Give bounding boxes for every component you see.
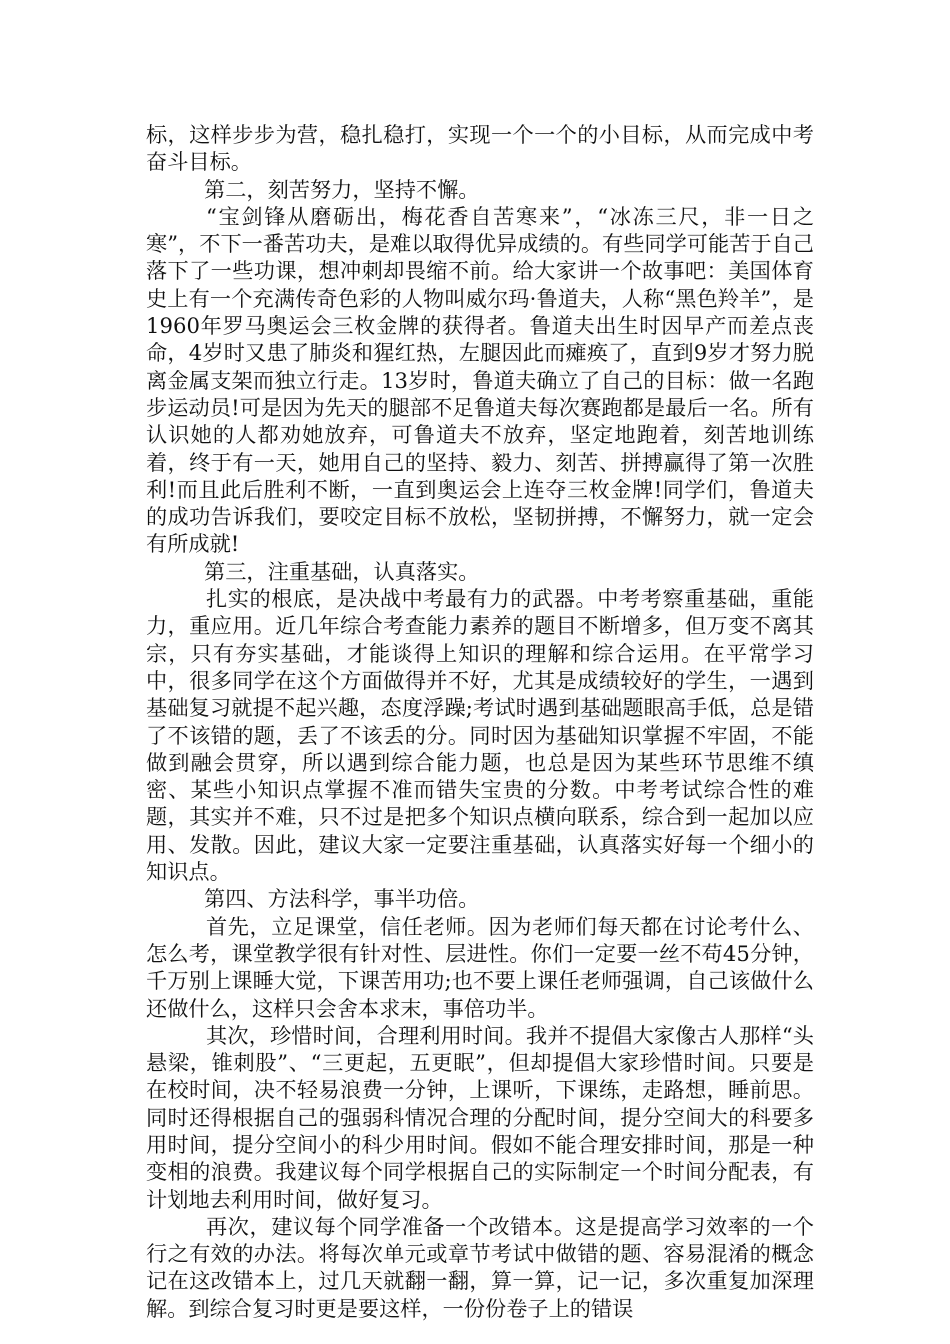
- paragraph-classroom: 首先，立足课堂，信任老师。因为老师们每天都在讨论考什么、怎么考，课堂教学很有针对性、层进性。你们一定要一丝不苟45分钟，千万别上课睡大觉，下课苦用功;也不要上课任老师强调，自己该做什么还做什么，这样只会舍本求末，事倍功半。: [146, 913, 814, 1021]
- section-heading-2: 第二，刻苦努力，坚持不懈。: [204, 176, 480, 202]
- section-heading-4: 第四、方法科学，事半功倍。: [204, 886, 480, 912]
- paragraph-rudolph-story: “宝剑锋从磨砺出，梅花香自苦寒来”，“冰冻三尺，非一日之寒”，不下一番苦功夫，是难以取得优异成绩的。有些同学可能苦于自己落下了一些功课，想冲刺却畏缩不前。给大家讲一个故事吧：美国体育史上有一个充满传奇色彩的人物叫威尔玛·鲁道夫，人称“黑色羚羊”，是1960年罗马奥运会三枚金牌的获得者。鲁道夫出生时因早产而差点丧命，4岁时又患了肺炎和猩红热，左腿因此而瘫痪了，直到9岁才努力脱离金属支架而独立行走。13岁时，鲁道夫确立了自己的目标：做一名跑步运动员!可是因为先天的腿部不足鲁道夫每次赛跑都是最后一名。所有认识她的人都劝她放弃，可鲁道夫不放弃，坚定地跑着，刻苦地训练着，终于有一天，她用自己的坚持、毅力、刻苦、拼搏赢得了第一次胜利!而且此后胜利不断，一直到奥运会上连夺三枚金牌!同学们，鲁道夫的成功告诉我们，要咬定目标不放松，坚韧拼搏，不懈努力，就一定会有所成就!: [146, 203, 814, 557]
- paragraph-continuation: 标，这样步步为营，稳扎稳打，实现一个一个的小目标，从而完成中考奋斗目标。: [146, 122, 814, 175]
- section-heading-3: 第三，注重基础，认真落实。: [204, 558, 480, 584]
- paragraph-foundation: 扎实的根底，是决战中考最有力的武器。中考考察重基础，重能力，重应用。近几年综合考查能力素养的题目不断增多，但万变不离其宗，只有夯实基础，才能谈得上知识的理解和综合运用。在平常学习中，很多同学在这个方面做得并不好，尤其是成绩较好的学生，一遇到基础复习就提不起兴趣，态度浮躁;考试时遇到基础题眼高手低，总是错了不该错的题，丢了不该丢的分。同时因为基础知识掌握不牢固，不能做到融会贯穿，所以遇到综合能力题，也总是因为某些环节思维不缜密、某些小知识点掌握不准而错失宝贵的分数。中考考试综合性的难题，其实并不难，只不过是把多个知识点横向联系，综合到一起加以应用、发散。因此，建议大家一定要注重基础，认真落实好每一个细小的知识点。: [146, 586, 814, 885]
- paragraph-error-notebook: 再次，建议每个同学准备一个改错本。这是提高学习效率的一个行之有效的办法。将每次单元或章节考试中做错的题、容易混淆的概念记在这改错本上，过几天就翻一翻，算一算，记一记，多次重复加深理解。到综合复习时更是要这样，一份份卷子上的错误: [146, 1213, 814, 1321]
- document-page: [146, 121, 814, 1322]
- paragraph-time: 其次，珍惜时间，合理利用时间。我并不提倡大家像古人那样“头悬梁，锥刺股”、“三更起，五更眠”，但却提倡大家珍惜时间。只要是在校时间，决不轻易浪费一分钟，上课听，下课练，走路想，睡前思。同时还得根据自己的强弱科情况合理的分配时间，提分空间大的科要多用时间，提分空间小的科少用时间。假如不能合理安排时间，那是一种变相的浪费。我建议每个同学根据自己的实际制定一个时间分配表，有计划地去利用时间，做好复习。: [146, 1022, 814, 1212]
